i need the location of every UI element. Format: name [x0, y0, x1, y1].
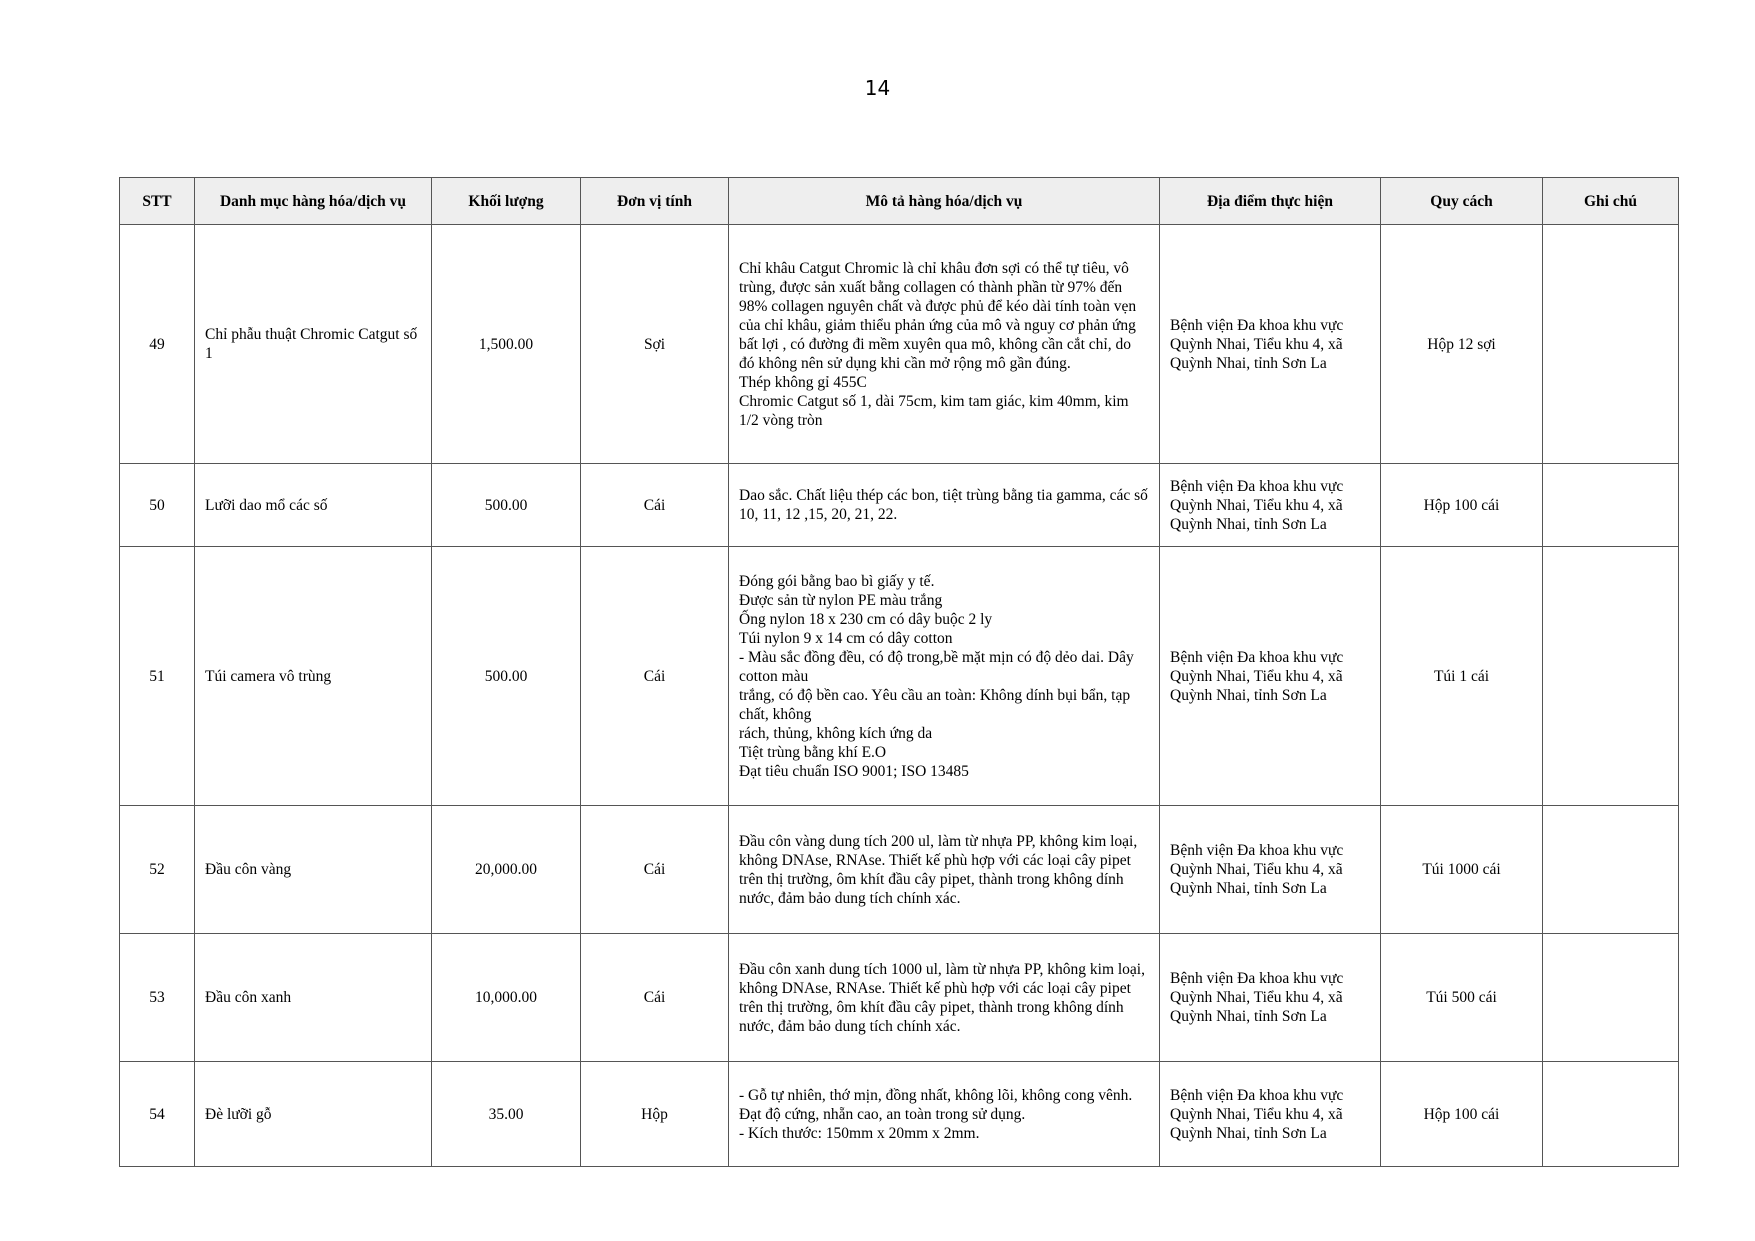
table-row: [120, 1062, 1679, 1167]
cell-desc: Chỉ khâu Catgut Chromic là chỉ khâu đơn sợi có thể tự tiêu, vô trùng, được sản xuất bằng collagen có thành phần từ 97% đến 98% collagen nguyên chất và được phủ để kéo dài tính toàn vẹn của chỉ khâu, giảm thiểu phản ứng của mô và nguy cơ phản ứng bất lợi , có đường đi mềm xuyên qua mô, không cần cắt chỉ, do đó không nên sử dụng khi cần mở rộng mô gần đúng. Thép không gỉ 455C Chromic Catgut số 1, dài 75cm, kim tam giác, kim 40mm, kim 1/2 vòng tròn: [729, 225, 1160, 464]
cell-spec: Túi 1 cái: [1381, 547, 1543, 806]
cell-note: [1543, 547, 1679, 806]
cell-spec: Hộp 100 cái: [1381, 1062, 1543, 1167]
header-note: Ghi chú: [1543, 178, 1679, 225]
cell-location: Bệnh viện Đa khoa khu vực Quỳnh Nhai, Tiểu khu 4, xã Quỳnh Nhai, tỉnh Sơn La: [1160, 464, 1381, 547]
table-row: [120, 225, 1679, 464]
header-qty: Khối lượng: [432, 178, 581, 225]
cell-note: [1543, 225, 1679, 464]
cell-qty: 35.00: [432, 1062, 581, 1167]
cell-name: Lưỡi dao mổ các số: [195, 464, 432, 547]
cell-location: Bệnh viện Đa khoa khu vực Quỳnh Nhai, Tiểu khu 4, xã Quỳnh Nhai, tỉnh Sơn La: [1160, 806, 1381, 934]
cell-name: Chỉ phẫu thuật Chromic Catgut số 1: [195, 225, 432, 464]
cell-stt: 53: [120, 934, 195, 1062]
cell-unit: Cái: [581, 934, 729, 1062]
cell-location: Bệnh viện Đa khoa khu vực Quỳnh Nhai, Tiểu khu 4, xã Quỳnh Nhai, tỉnh Sơn La: [1160, 225, 1381, 464]
cell-qty: 10,000.00: [432, 934, 581, 1062]
cell-desc: - Gỗ tự nhiên, thớ mịn, đồng nhất, không lõi, không cong vênh. Đạt độ cứng, nhẵn cao, an toàn trong sử dụng. - Kích thước: 150mm x 20mm x 2mm.: [729, 1062, 1160, 1167]
header-unit: Đơn vị tính: [581, 178, 729, 225]
header-desc: Mô tả hàng hóa/dịch vụ: [729, 178, 1160, 225]
cell-stt: 52: [120, 806, 195, 934]
cell-stt: 51: [120, 547, 195, 806]
cell-desc: Đầu côn vàng dung tích 200 ul, làm từ nhựa PP, không kim loại, không DNAse, RNAse. Thiết kế phù hợp với các loại cây pipet trên thị trường, ôm khít đầu cây pipet, thành trong không dính nước, đảm bảo dung tích chính xác.: [729, 806, 1160, 934]
cell-stt: 50: [120, 464, 195, 547]
page-number: 14: [864, 76, 891, 100]
cell-location: Bệnh viện Đa khoa khu vực Quỳnh Nhai, Tiểu khu 4, xã Quỳnh Nhai, tỉnh Sơn La: [1160, 1062, 1381, 1167]
cell-spec: Hộp 100 cái: [1381, 464, 1543, 547]
table-row: [120, 547, 1679, 806]
cell-spec: Hộp 12 sợi: [1381, 225, 1543, 464]
cell-desc: Dao sắc. Chất liệu thép các bon, tiệt trùng bằng tia gamma, các số 10, 11, 12 ,15, 20, 21, 22.: [729, 464, 1160, 547]
header-spec: Quy cách: [1381, 178, 1543, 225]
cell-spec: Túi 500 cái: [1381, 934, 1543, 1062]
table-row: [120, 934, 1679, 1062]
goods-table: [119, 177, 1679, 1167]
table-row: [120, 464, 1679, 547]
header-name: Danh mục hàng hóa/dịch vụ: [195, 178, 432, 225]
cell-name: Đầu côn xanh: [195, 934, 432, 1062]
table-header-row: [120, 178, 1679, 225]
cell-qty: 500.00: [432, 464, 581, 547]
cell-name: Đè lưỡi gỗ: [195, 1062, 432, 1167]
header-location: Địa điểm thực hiện: [1160, 178, 1381, 225]
cell-name: Túi camera vô trùng: [195, 547, 432, 806]
cell-note: [1543, 464, 1679, 547]
cell-unit: Sợi: [581, 225, 729, 464]
cell-unit: Hộp: [581, 1062, 729, 1167]
cell-qty: 20,000.00: [432, 806, 581, 934]
cell-unit: Cái: [581, 547, 729, 806]
cell-note: [1543, 1062, 1679, 1167]
cell-stt: 54: [120, 1062, 195, 1167]
cell-desc: Đầu côn xanh dung tích 1000 ul, làm từ nhựa PP, không kim loại, không DNAse, RNAse. Thiết kế phù hợp với các loại cây pipet trên thị trường, ôm khít đầu cây pipet, thành trong không dính nước, đảm bảo dung tích chính xác.: [729, 934, 1160, 1062]
cell-unit: Cái: [581, 464, 729, 547]
cell-location: Bệnh viện Đa khoa khu vực Quỳnh Nhai, Tiểu khu 4, xã Quỳnh Nhai, tỉnh Sơn La: [1160, 547, 1381, 806]
cell-qty: 500.00: [432, 547, 581, 806]
cell-location: Bệnh viện Đa khoa khu vực Quỳnh Nhai, Tiểu khu 4, xã Quỳnh Nhai, tỉnh Sơn La: [1160, 934, 1381, 1062]
cell-spec: Túi 1000 cái: [1381, 806, 1543, 934]
cell-note: [1543, 806, 1679, 934]
cell-unit: Cái: [581, 806, 729, 934]
cell-stt: 49: [120, 225, 195, 464]
table-row: [120, 806, 1679, 934]
cell-desc: Đóng gói bằng bao bì giấy y tế. Được sản từ nylon PE màu trắng Ống nylon 18 x 230 cm có dây buộc 2 ly Túi nylon 9 x 14 cm có dây cotton - Màu sắc đồng đều, có độ trong,bề mặt mịn có độ dẻo dai. Dây cotton màu trắng, có độ bền cao. Yêu cầu an toàn: Không dính bụi bẩn, tạp chất, không rách, thủng, không kích ứng da Tiệt trùng bằng khí E.O Đạt tiêu chuẩn ISO 9001; ISO 13485: [729, 547, 1160, 806]
cell-name: Đầu côn vàng: [195, 806, 432, 934]
header-stt: STT: [120, 178, 195, 225]
cell-qty: 1,500.00: [432, 225, 581, 464]
cell-note: [1543, 934, 1679, 1062]
